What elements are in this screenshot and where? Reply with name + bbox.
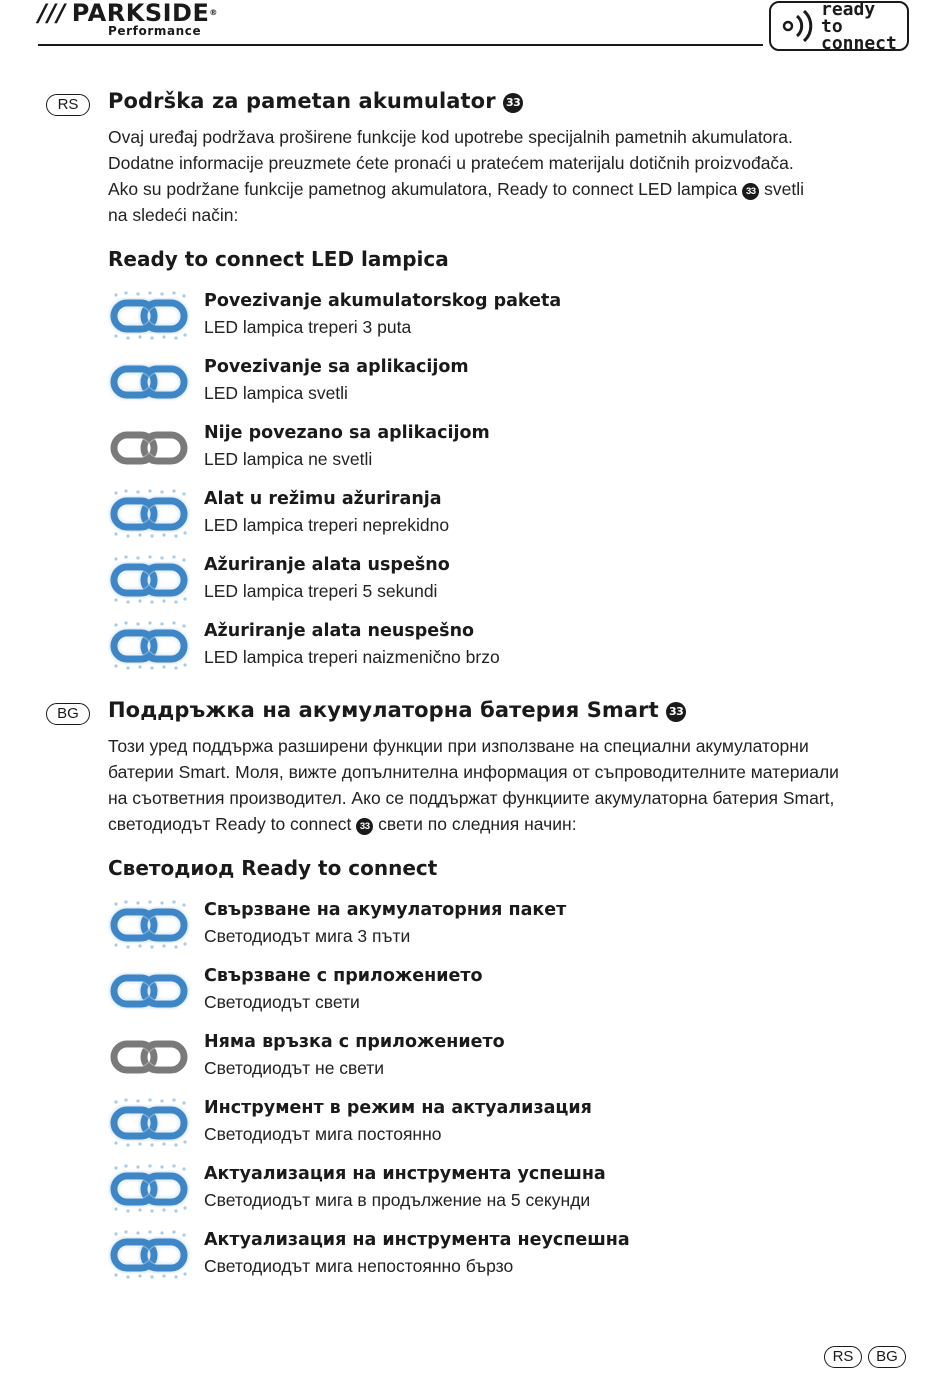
led-status-title: Актуализация на инструмента успешна: [204, 1164, 606, 1184]
link-blinking-icon: [108, 1228, 190, 1282]
led-status-title: Свързване на акумулаторния пакет: [204, 900, 567, 920]
badge-line-2: connect: [821, 32, 897, 54]
link-blinking-icon: [108, 898, 190, 952]
led-status-title: Povezivanje sa aplikacijom: [204, 357, 469, 377]
led-status-title: Няма връзка с приложението: [204, 1032, 505, 1052]
led-status-title: Alat u režimu ažuriranja: [204, 489, 442, 509]
led-status-description: Светодиодът не свети: [204, 1058, 385, 1078]
paragraph-line-text: свети по следния начин:: [378, 814, 577, 834]
subsection-title-bg: Светодиод Ready to connect: [108, 856, 438, 880]
paragraph-line: на съответния производител. Ако се поддържат функциите акумулаторна батерия Smart,: [108, 788, 835, 808]
footer-badge-rs: RS: [824, 1346, 862, 1368]
link-blinking-icon: [108, 289, 190, 343]
led-status-description: LED lampica treperi 3 puta: [204, 317, 412, 337]
led-status-title: Инструмент в режим на актуализация: [204, 1098, 592, 1118]
link-off-icon: [108, 1030, 190, 1084]
lang-badge-rs: RS: [46, 94, 90, 116]
led-status-description: LED lampica svetli: [204, 383, 348, 403]
paragraph-line: Този уред поддържа разширени функции при използване на специални акумулаторни: [108, 736, 809, 756]
brand-subtitle: Performance: [108, 24, 202, 38]
led-status-description: LED lampica treperi neprekidno: [204, 515, 450, 535]
led-status-row: [108, 487, 808, 543]
led-status-description: Светодиодът мига 3 пъти: [204, 926, 411, 946]
paragraph-line: батерии Smart. Моля, вижте допълнителна информация от съпроводителните материали: [108, 762, 839, 782]
led-status-title: Nije povezano sa aplikacijom: [204, 423, 490, 443]
reference-number-badge: 33: [356, 818, 373, 835]
lang-badge-bg: BG: [46, 703, 90, 725]
reference-number-badge: 33: [742, 183, 759, 200]
link-blinking-icon: [108, 487, 190, 541]
link-blinking-icon: [108, 553, 190, 607]
paragraph-line: [108, 811, 898, 837]
link-lit-icon: [108, 355, 190, 409]
led-status-row: [108, 553, 808, 609]
led-status-row: [108, 964, 808, 1020]
led-status-description: Светодиодът мига непостоянно бързо: [204, 1256, 514, 1276]
paragraph-line: [108, 176, 898, 202]
section-title-text: Поддръжка на акумулаторна батерия Smart: [108, 698, 659, 722]
paragraph-line-text: светодиодът Ready to connect: [108, 814, 352, 834]
section-title-text: Podrška za pametan akumulator: [108, 89, 496, 113]
section-title-bg: [108, 698, 686, 722]
reference-number-badge: 33: [503, 93, 523, 113]
led-status-title: Ažuriranje alata uspešno: [204, 555, 450, 575]
footer-badge-bg: BG: [868, 1346, 906, 1368]
led-status-row: [108, 421, 808, 477]
led-status-description: LED lampica treperi 5 sekundi: [204, 581, 438, 601]
led-status-title: Ažuriranje alata neuspešno: [204, 621, 475, 641]
led-status-row: [108, 1096, 808, 1152]
page-header: [0, 0, 950, 60]
header-divider: [38, 44, 763, 46]
ready-to-connect-badge: [769, 0, 909, 54]
led-status-row: [108, 898, 808, 954]
led-status-description: Светодиодът мига в продължение на 5 секунди: [204, 1190, 591, 1210]
paragraph-line-text: Ako su podržane funkcije pametnog akumulatora, Ready to connect LED lampica: [108, 179, 738, 199]
section-title-rs: [108, 89, 523, 113]
led-status-row: [108, 1030, 808, 1086]
link-blinking-icon: [108, 619, 190, 673]
paragraph-line-text: svetli: [764, 179, 805, 199]
led-status-description: Светодиодът свети: [204, 992, 360, 1012]
wireless-signal-icon: [779, 8, 817, 44]
section-paragraph-bg: [108, 733, 898, 837]
section-paragraph-rs: [108, 124, 898, 228]
badge-line-1: ready to: [821, 0, 876, 37]
led-status-row: [108, 1162, 808, 1218]
paragraph-line: Ovaj uređaj podržava proširene funkcije kod upotrebe specijalnih pametnih akumulatora.: [108, 127, 793, 147]
brand-name: PARKSIDE: [71, 0, 210, 27]
led-status-row: [108, 355, 808, 411]
led-status-title: Свързване с приложението: [204, 966, 483, 986]
led-status-description: LED lampica treperi naizmenično brzo: [204, 647, 500, 667]
led-status-description: LED lampica ne svetli: [204, 449, 373, 469]
footer-language-badges: [824, 1346, 906, 1368]
brand-slashes: ///: [38, 0, 66, 27]
reference-number-badge: 33: [666, 702, 686, 722]
link-lit-icon: [108, 964, 190, 1018]
led-status-title: Povezivanje akumulatorskog paketa: [204, 291, 562, 311]
subsection-title-rs: Ready to connect LED lampica: [108, 247, 449, 271]
led-status-title: Актуализация на инструмента неуспешна: [204, 1230, 630, 1250]
link-blinking-icon: [108, 1162, 190, 1216]
paragraph-line: Dodatne informacije preuzmete ćete pronaći u pratećem materijalu dotičnih proizvođača.: [108, 153, 794, 173]
paragraph-line: na sledeći način:: [108, 205, 239, 225]
led-status-row: [108, 289, 808, 345]
brand-registered-mark: ®: [209, 8, 218, 17]
parkside-logo: [38, 0, 218, 38]
led-status-row: [108, 619, 808, 675]
link-off-icon: [108, 421, 190, 475]
led-status-description: Светодиодът мига постоянно: [204, 1124, 442, 1144]
led-status-row: [108, 1228, 808, 1284]
link-blinking-icon: [108, 1096, 190, 1150]
